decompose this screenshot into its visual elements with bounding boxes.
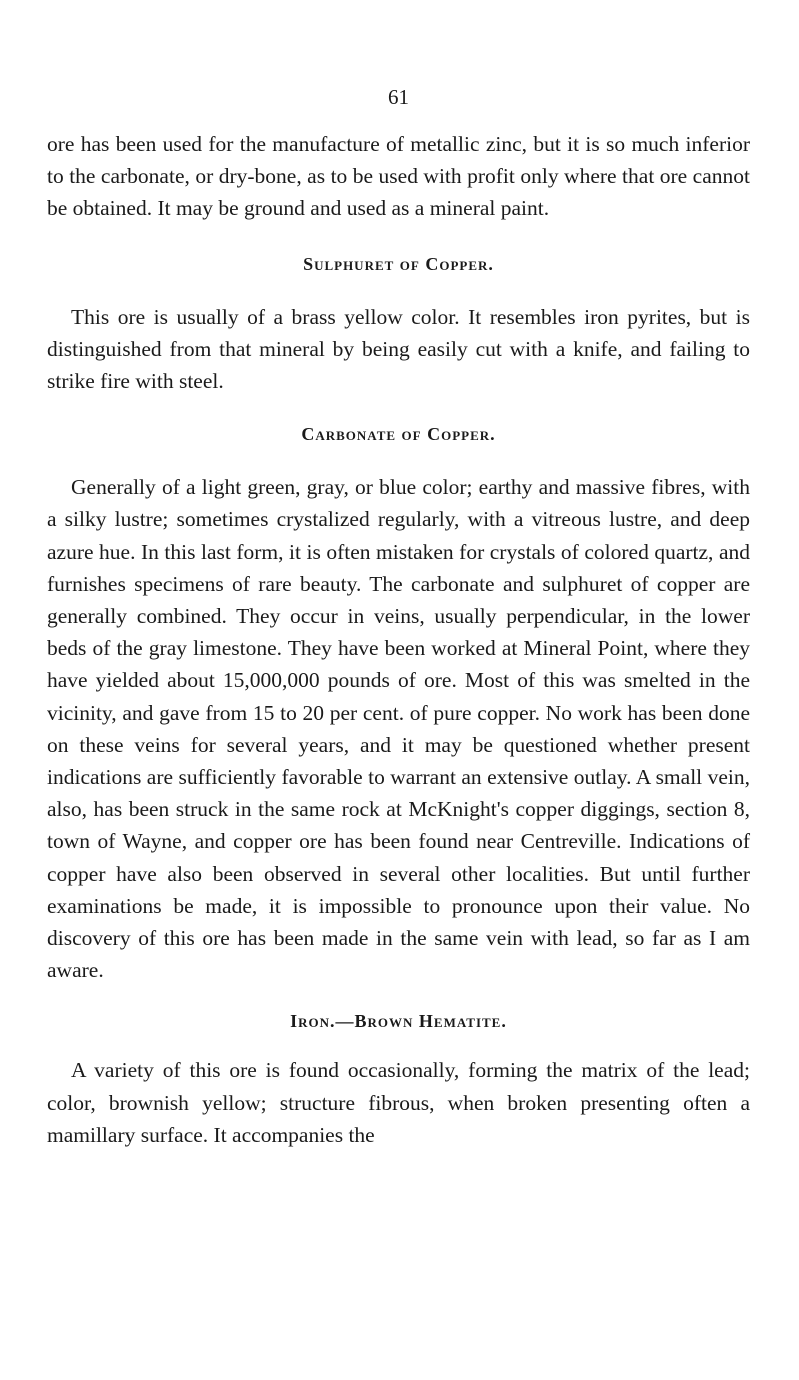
- heading-sulphuret-of-copper: Sulphuret of Copper.: [303, 253, 494, 274]
- paragraph-brown-hematite: A variety of this ore is found occasionally, forming the matrix of the lead; color, brownish yellow; structure fibrous, when broken presenting often a mamillary surface. It accompanies the: [47, 1058, 750, 1147]
- paragraph-carbonate-of-copper: Generally of a light green, gray, or blue color; earthy and massive fibres, with a silky lustre; sometimes crystalized regularly, with a vitreous lustre, and deep azure hue. In this last form, it is often mistaken for crystals of colored quartz, and furnishes specimens of rare beauty. The carbonate and sulphuret of copper are generally combined. They occur in veins, usually perpendicular, in the lower beds of the gray limestone. They have been worked at Mineral Point, where they have yielded about 15,000,000 pounds of ore. Most of this was smelted in the vicinity, and gave from 15 to 20 per cent. of pure copper. No work has been done on these veins for several years, and it may be questioned whether present indications are sufficiently favorable to warrant an extensive outlay. A small vein, also, has been struck in the same rock at McKnight's copper diggings, section 8, town of Wayne, and copper ore has been found near Centreville. Indications of copper have also been observed in several other localities. But until further examinations be made, it is impossible to pronounce upon their value. No discovery of this ore has been made in the same vein with lead, so far as I am aware.: [47, 475, 750, 983]
- heading-carbonate-of-copper: Carbonate of Copper.: [301, 424, 496, 445]
- paragraph-sulphuret-of-copper: This ore is usually of a brass yellow color. It resembles iron pyrites, but is distinguished from that mineral by being easily cut with a knife, and failing to strike fire with steel.: [47, 304, 750, 394]
- page-number: 61: [388, 85, 409, 109]
- heading-brown-hematite: Iron.—Brown Hematite.: [290, 1011, 507, 1032]
- document-page: [47, 84, 750, 1151]
- paragraph-zinc-ore: ore has been used for the manufacture of metallic zinc, but it is so much inferior to the carbonate, or dry-bone, as to be used with profit only where that ore cannot be obtained. It may be ground and used as a mineral paint.: [47, 132, 750, 221]
